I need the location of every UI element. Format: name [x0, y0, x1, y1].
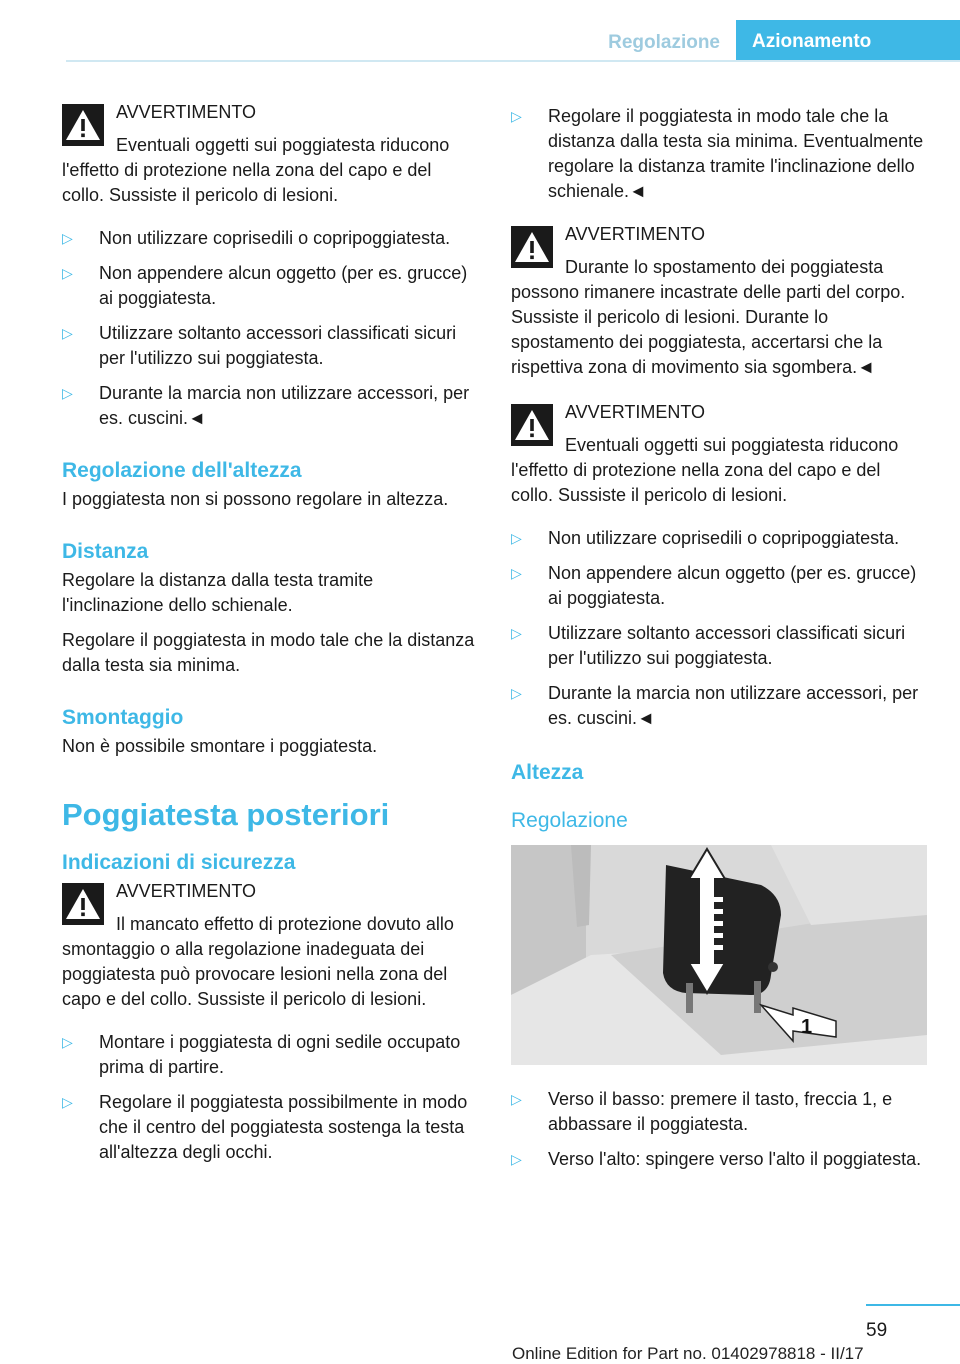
list-item: ▷ Regolare il poggiatesta possibilmente in modo che il centro del poggiatesta sostenga la testa all'altezza degli occhi. — [62, 1092, 468, 1162]
footer-divider — [866, 1304, 960, 1306]
list-item: ▷ Durante la marcia non utilizzare accessori, per es. cuscini.◄ — [62, 383, 470, 428]
warning-triangle-icon — [62, 883, 104, 925]
warning-title: AVVERTIMENTO — [565, 224, 706, 244]
warning-box — [62, 879, 478, 1012]
warning-title: AVVERTIMENTO — [565, 402, 706, 422]
headrest-illustration — [511, 845, 927, 1065]
figure-label: 1 — [801, 1016, 813, 1038]
triangle-right-icon: ▷ — [511, 1151, 522, 1167]
edition-text: Online Edition for Part no. 01402978818 - II/17 — [512, 1344, 864, 1363]
removal-text: Non è possibile smontare i poggiatesta. — [62, 736, 378, 756]
list-item: ▷ Verso il basso: premere il tasto, freccia 1, e abbassare il poggiatesta. — [511, 1089, 893, 1134]
removal-heading: Smontaggio — [62, 706, 184, 729]
warning-box — [511, 400, 927, 508]
triangle-right-icon: ▷ — [62, 265, 73, 281]
list-item: ▷ Regolare il poggiatesta in modo tale che la distanza dalla testa sia minima. Eventualmente regolare la distanza tramite l'inclinazione dello schienale.◄ — [511, 106, 924, 201]
rear-headrests-heading: Poggiatesta posteriori — [62, 797, 390, 832]
list-item: ▷ Verso l'alto: spingere verso l'alto il poggiatesta. — [511, 1147, 927, 1172]
triangle-right-icon: ▷ — [62, 230, 73, 246]
adjust-heading: Regolazione — [511, 809, 628, 832]
warning-text: Durante lo spostamento dei poggiatesta possono rimanere incastrate delle parti del corpo. Sussiste il pericolo di lesioni. Durante lo spostamento dei poggiatesta, accertarsi che la rispettiva zona di movimento sia sgombera.◄ — [511, 257, 906, 377]
list-item: ▷ Montare i poggiatesta di ogni sedile occupato prima di partire. — [62, 1032, 461, 1077]
list-item: ▷ Utilizzare soltanto accessori classificati sicuri per l'utilizzo sui poggiatesta. — [62, 323, 457, 368]
height-heading: Altezza — [511, 761, 584, 784]
triangle-right-icon: ▷ — [511, 565, 522, 581]
warning-box — [511, 222, 927, 380]
left-column — [62, 100, 478, 1165]
safety-heading: Indicazioni di sicurezza — [62, 851, 296, 874]
triangle-right-icon: ▷ — [62, 1034, 73, 1050]
warning-text: Eventuali oggetti sui poggiatesta riducono l'effetto di protezione nella zona del capo e del collo. Sussiste il pericolo di lesioni. — [62, 135, 450, 205]
header-divider — [66, 60, 960, 62]
warning-title: AVVERTIMENTO — [116, 881, 257, 901]
warning-text: Eventuali oggetti sui poggiatesta riducono l'effetto di protezione nella zona del capo e del collo. Sussiste il pericolo di lesioni. — [511, 435, 899, 505]
height-heading: Regolazione dell'altezza — [62, 459, 302, 482]
right-column — [511, 100, 927, 1172]
header-tab[interactable]: Azionamento — [736, 20, 960, 62]
list-item: ▷ Non appendere alcun oggetto (per es. grucce) ai poggiatesta. — [62, 263, 468, 308]
list-item: ▷ Non utilizzare coprisedili o copripoggiatesta. — [511, 526, 927, 551]
distance-text: Regolare la distanza dalla testa tramite l'inclinazione dello schienale. — [62, 570, 374, 615]
header-section: Regolazione — [608, 32, 720, 53]
warning-title: AVVERTIMENTO — [116, 102, 257, 122]
list-item: ▷ Non utilizzare coprisedili o copripoggiatesta. — [62, 226, 478, 251]
triangle-right-icon: ▷ — [511, 108, 522, 124]
distance-text: Regolare il poggiatesta in modo tale che la distanza dalla testa sia minima. — [62, 630, 475, 675]
height-text: I poggiatesta non si possono regolare in altezza. — [62, 489, 449, 509]
triangle-right-icon: ▷ — [62, 1094, 73, 1110]
list-item: ▷ Durante la marcia non utilizzare accessori, per es. cuscini.◄ — [511, 683, 919, 728]
warning-text: Il mancato effetto di protezione dovuto allo smontaggio o alla regolazione inadeguata dei poggiatesta può provocare lesioni nella zona del capo e del collo. Sussiste il pericolo di lesioni. — [62, 914, 454, 1009]
triangle-right-icon: ▷ — [511, 625, 522, 641]
list-item: ▷ Non appendere alcun oggetto (per es. grucce) ai poggiatesta. — [511, 563, 917, 608]
triangle-right-icon: ▷ — [511, 685, 522, 701]
list-item: ▷ Utilizzare soltanto accessori classificati sicuri per l'utilizzo sui poggiatesta. — [511, 623, 906, 668]
distance-heading: Distanza — [62, 540, 149, 563]
warning-box — [62, 100, 478, 208]
triangle-right-icon: ▷ — [511, 1091, 522, 1107]
warning-triangle-icon — [511, 404, 553, 446]
triangle-right-icon: ▷ — [62, 325, 73, 341]
triangle-right-icon: ▷ — [511, 530, 522, 546]
triangle-right-icon: ▷ — [62, 385, 73, 401]
page-number: 59 — [866, 1320, 888, 1341]
warning-triangle-icon — [62, 104, 104, 146]
warning-triangle-icon — [511, 226, 553, 268]
